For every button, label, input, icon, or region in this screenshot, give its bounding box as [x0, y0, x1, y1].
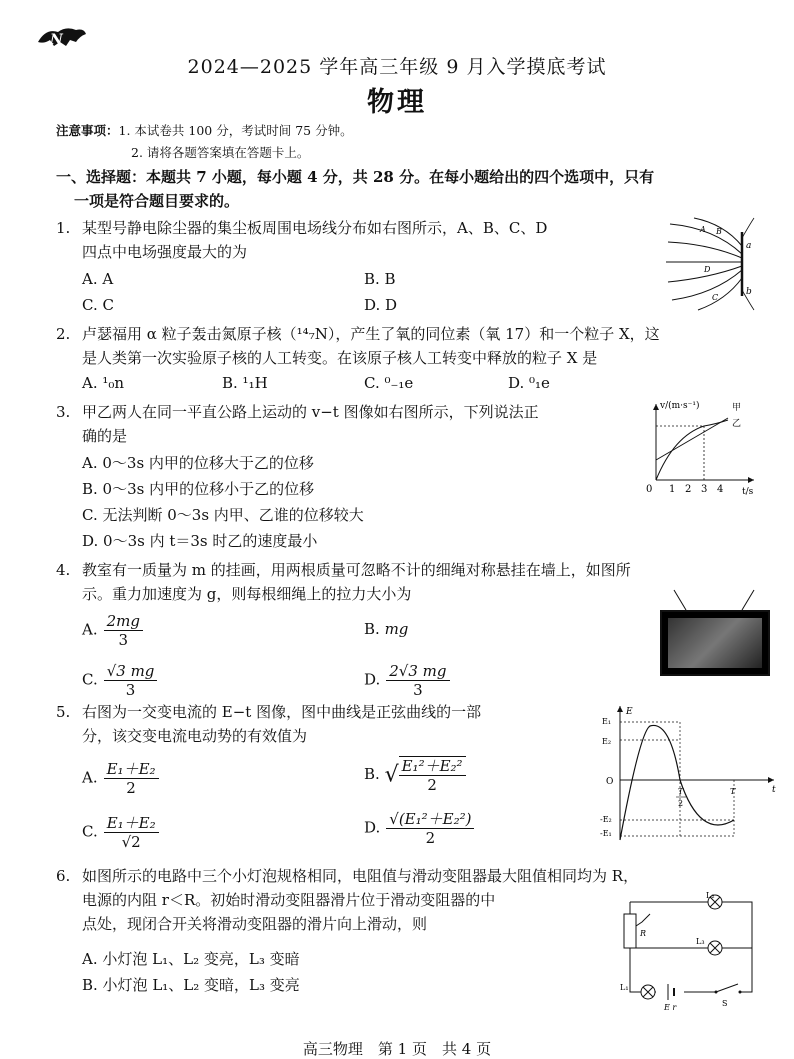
option-a: A. $\frac{2mg}{3}$: [82, 612, 143, 649]
question-text: 卢瑟福用 α 粒子轰击氮原子核（¹⁴₇N），产生了氧的同位素（氧 17）和一个粒子 X，这: [82, 325, 660, 343]
fig-label-D: D: [704, 265, 711, 274]
option-b: B. ¹₁H: [222, 374, 268, 392]
vt-origin: 0: [646, 484, 653, 495]
vt-ylabel: v/(m·s⁻¹): [660, 401, 700, 411]
option-d: D. $\frac{2√3 mg}{3}$: [364, 662, 450, 699]
question-text: 是人类第一次实验原子核的人工转变。在该原子核人工转变中释放的粒子 X 是: [82, 349, 598, 367]
label-S: S: [722, 999, 728, 1008]
option-a: A. $\frac{\text{E₁＋E₂}}{2}$: [82, 760, 159, 797]
et-ylabel: E: [626, 707, 633, 717]
fig-label-b: b: [746, 287, 752, 297]
question-2: [56, 322, 660, 370]
option-c: C. $\frac{\text{E₁＋E₂}}{√2}$: [82, 814, 159, 851]
et-label-negE2: -E₂: [600, 815, 612, 824]
series-jia-line: [656, 418, 728, 460]
option-c: C. ⁰₋₁e: [364, 374, 414, 392]
fig-label-a: a: [746, 241, 752, 251]
question-text: 分，该交变电流电动势的有效值为: [82, 727, 308, 745]
option-a: A. ¹₀n: [82, 374, 125, 392]
vt-tick: 1: [669, 484, 676, 495]
et-graph-figure: [600, 702, 780, 844]
fig-label-C: C: [712, 293, 719, 302]
question-text: 四点中电场强度最大的为: [82, 243, 248, 261]
et-label-2: 2: [678, 799, 684, 808]
question-number: 4.: [56, 561, 71, 579]
vt-tick: 4: [717, 484, 724, 495]
question-4: [56, 558, 631, 606]
electric-field-figure: [664, 214, 760, 314]
question-number: 1.: [56, 219, 71, 237]
question-3: [56, 400, 539, 448]
option-c: C. $\frac{√3 mg}{3}$: [82, 662, 157, 699]
notice-item: 1. 本试卷共 100 分，考试时间 75 分钟。: [118, 123, 353, 138]
label-Er: E r: [664, 1003, 677, 1012]
question-number: 3.: [56, 403, 71, 421]
circuit-figure: [596, 892, 764, 1012]
label-L3: L₃: [696, 937, 705, 946]
option-d: D. $\frac{\text{√(E₁²＋E₂²)}}{2}$: [364, 810, 474, 847]
et-label-T2: T: [730, 787, 736, 796]
question-text: 点处，现闭合开关将滑动变阻器的滑片向上滑动，则: [82, 915, 428, 933]
section-heading-cont: 一项是符合题目要求的。: [74, 192, 240, 210]
svg-text:N: N: [50, 32, 63, 48]
question-5: [56, 700, 481, 748]
question-text: 右图为一交变电流的 E−t 图像，图中曲线是正弦曲线的一部: [82, 703, 482, 721]
label-R: R: [640, 929, 647, 938]
question-text: 教室有一质量为 m 的挂画，用两根质量可忽略不计的细绳对称悬挂在墙上，如图所: [82, 561, 631, 579]
option-d: D. 0～3s 内 t＝3s 时乙的速度最小: [82, 532, 318, 550]
question-number: 5.: [56, 703, 71, 721]
question-number: 2.: [56, 325, 71, 343]
page-footer: 高三物理 第 1 页 共 4 页: [302, 1040, 492, 1058]
rheostat: [624, 914, 636, 948]
et-label-negE1: -E₁: [600, 829, 612, 838]
et-label-O: O: [606, 777, 614, 787]
question-text: 电源的内阻 r＜R。初始时滑动变阻器滑片位于滑动变阻器的中: [82, 891, 496, 909]
option-b: B. √ $\frac{\text{E₁²＋E₂²}}{2}$: [364, 756, 466, 794]
fig-label-A: A: [700, 225, 706, 234]
question-text: 甲乙两人在同一平直公路上运动的 v−t 图像如右图所示，下列说法正: [82, 403, 539, 421]
option-b: B. B: [364, 270, 396, 288]
option-b: B. 0～3s 内甲的位移小于乙的位移: [82, 480, 315, 498]
option-a: A. 小灯泡 L₁、L₂ 变亮，L₃ 变暗: [82, 950, 300, 968]
option-a: A. A: [82, 270, 114, 288]
et-label-T: T: [678, 787, 684, 796]
subject-title: 物理: [367, 87, 427, 118]
label-L2: L₂: [706, 892, 715, 900]
question-1: [56, 216, 547, 264]
option-d: D. ⁰₁e: [508, 374, 550, 392]
option-c: C. 无法判断 0～3s 内甲、乙谁的位移较大: [82, 506, 364, 524]
vt-xlabel: t/s: [742, 487, 754, 497]
series-label-yi: 乙: [732, 419, 742, 429]
option-b: B. mg: [364, 620, 409, 638]
question-text: 如图所示的电路中三个小灯泡规格相同，电阻值与滑动变阻器最大阻值相同均为 R，: [82, 867, 639, 885]
option-b: B. 小灯泡 L₁、L₂ 变暗，L₃ 变亮: [82, 976, 300, 994]
hanging-picture-image: [660, 610, 770, 676]
question-text: 某型号静电除尘器的集尘板周围电场线分布如右图所示，A、B、C、D: [82, 219, 548, 237]
hanging-cords: [660, 588, 768, 612]
vt-tick: 3: [701, 484, 708, 495]
et-label-E2: E₂: [602, 737, 612, 746]
question-text: 确的是: [82, 427, 128, 445]
notice-item: 2. 请将各题答案填在答题卡上。: [131, 145, 310, 160]
et-curve: [620, 725, 734, 840]
option-a: A. 0～3s 内甲的位移大于乙的位移: [82, 454, 314, 472]
question-6: [56, 864, 638, 936]
series-yi-curve: [656, 420, 728, 480]
label-L1: L₁: [620, 983, 629, 992]
et-xlabel: t: [772, 785, 776, 795]
series-label-jia: 甲: [732, 403, 742, 413]
question-text: 示。重力加速度为 g，则每根细绳上的拉力大小为: [82, 585, 412, 603]
exam-title: 2024—2025 学年高三年级 9 月入学摸底考试: [187, 56, 607, 78]
question-number: 6.: [56, 867, 71, 885]
vt-graph-figure: [644, 396, 764, 502]
option-d: D. D: [364, 296, 398, 314]
et-label-E1: E₁: [602, 717, 612, 726]
fig-label-B: B: [716, 227, 722, 236]
section-heading: 一、选择题：本题共 7 小题，每小题 4 分，共 28 分。在每小题给出的四个选项中，只有: [56, 168, 655, 186]
notice-label: 注意事项：: [56, 123, 119, 138]
switch-icon: [716, 984, 738, 992]
vt-tick: 2: [685, 484, 692, 495]
notice-line-1: [56, 121, 353, 139]
publisher-logo: [36, 22, 88, 50]
option-c: C. C: [82, 296, 114, 314]
